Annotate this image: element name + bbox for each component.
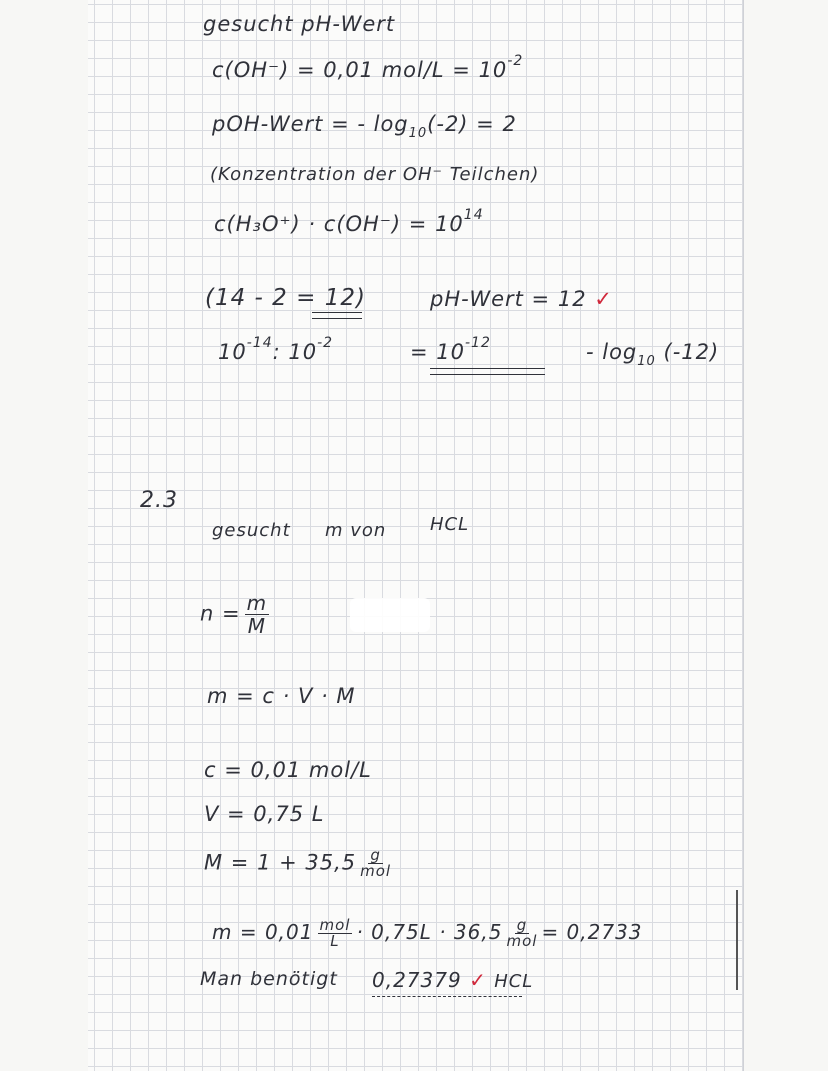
fraction-g-per-mol-2 bbox=[506, 918, 537, 949]
text: m von bbox=[325, 520, 387, 541]
exponent: -14 bbox=[246, 335, 273, 351]
text: Man benötigt bbox=[200, 968, 338, 990]
text: (-2) = 2 bbox=[427, 112, 517, 136]
check-mark-icon: ✓ bbox=[594, 287, 613, 311]
line-ph-wert-12 bbox=[430, 287, 613, 311]
text: c(OH⁻) = 0,01 mol/L = 10 bbox=[212, 58, 508, 82]
numerator: mol bbox=[319, 916, 351, 934]
double-underline-12 bbox=[312, 312, 362, 319]
text: M = 1 + 35,5 bbox=[204, 850, 357, 875]
denominator: L bbox=[330, 932, 340, 950]
denominator: M bbox=[247, 614, 266, 638]
text: 2.3 bbox=[140, 488, 178, 513]
line-c-value bbox=[204, 758, 372, 782]
text: n = bbox=[200, 601, 241, 626]
line-10-minus-12 bbox=[410, 335, 491, 364]
text: 10 bbox=[218, 340, 247, 364]
result-underline bbox=[372, 996, 522, 997]
text: = 10 bbox=[410, 340, 465, 364]
text: HCL bbox=[430, 514, 470, 535]
line-molar-mass bbox=[204, 848, 395, 879]
text: m = c · V · M bbox=[207, 684, 356, 708]
text: m = 0,01 bbox=[212, 920, 314, 944]
double-underline-result bbox=[430, 368, 545, 375]
text: HCL bbox=[494, 971, 534, 992]
erased-area bbox=[350, 598, 430, 632]
text: (Konzentration der OH⁻ Teilchen) bbox=[210, 164, 540, 185]
log-base: 10 bbox=[408, 126, 428, 141]
denominator: mol bbox=[506, 932, 538, 950]
line-result-value bbox=[372, 968, 533, 992]
line-gesucht-ph bbox=[203, 12, 395, 36]
line-14-minus-2 bbox=[205, 285, 366, 311]
text: (-12) bbox=[663, 340, 720, 364]
line-hcl bbox=[430, 514, 469, 535]
fraction-m-over-M bbox=[245, 592, 269, 637]
text: gesucht bbox=[212, 520, 291, 541]
exponent: -2 bbox=[317, 335, 334, 351]
line-ionenprodukt bbox=[214, 207, 484, 236]
denominator: mol bbox=[360, 862, 392, 880]
grid-paper-sheet bbox=[88, 0, 744, 1071]
numerator: m bbox=[246, 591, 268, 615]
line-m-formula bbox=[207, 684, 356, 708]
text: (14 - 2 = 12) bbox=[205, 285, 366, 311]
numerator: g bbox=[516, 916, 528, 934]
text: pOH-Wert = - log bbox=[212, 112, 409, 136]
text: pH-Wert = 12 bbox=[430, 287, 587, 311]
fraction-mol-per-l bbox=[318, 918, 353, 949]
exponent: 14 bbox=[463, 207, 484, 223]
line-v-value bbox=[204, 802, 324, 826]
text: · 0,75L · 36,5 bbox=[356, 920, 503, 944]
text: gesucht pH-Wert bbox=[203, 12, 396, 36]
text: V = 0,75 L bbox=[204, 802, 325, 826]
text: - log bbox=[586, 340, 638, 364]
exponent: -2 bbox=[507, 53, 524, 69]
line-m-von bbox=[325, 520, 386, 541]
check-mark-icon: ✓ bbox=[469, 968, 487, 992]
line-10-division bbox=[218, 335, 334, 364]
line-konzentration bbox=[210, 164, 539, 185]
fraction-g-per-mol bbox=[360, 848, 391, 879]
line-c-oh bbox=[212, 53, 524, 82]
line-poh-wert bbox=[212, 112, 517, 141]
text: 0,27379 bbox=[372, 968, 462, 992]
text: : 10 bbox=[272, 340, 318, 364]
text: c(H₃O⁺) · c(OH⁻) = 10 bbox=[214, 212, 464, 236]
text: c = 0,01 mol/L bbox=[204, 758, 372, 782]
line-m-calculation bbox=[212, 918, 643, 949]
line-n-formula bbox=[200, 592, 273, 637]
section-number bbox=[140, 488, 178, 513]
log-base: 10 bbox=[637, 354, 656, 369]
numerator: g bbox=[370, 846, 381, 864]
line-gesucht-m bbox=[212, 520, 291, 541]
text: = 0,2733 bbox=[541, 920, 643, 944]
line-minus-log bbox=[586, 340, 720, 369]
exponent: -12 bbox=[465, 335, 491, 351]
margin-pen-stroke bbox=[736, 890, 738, 990]
line-man-benoetigt bbox=[200, 968, 338, 990]
